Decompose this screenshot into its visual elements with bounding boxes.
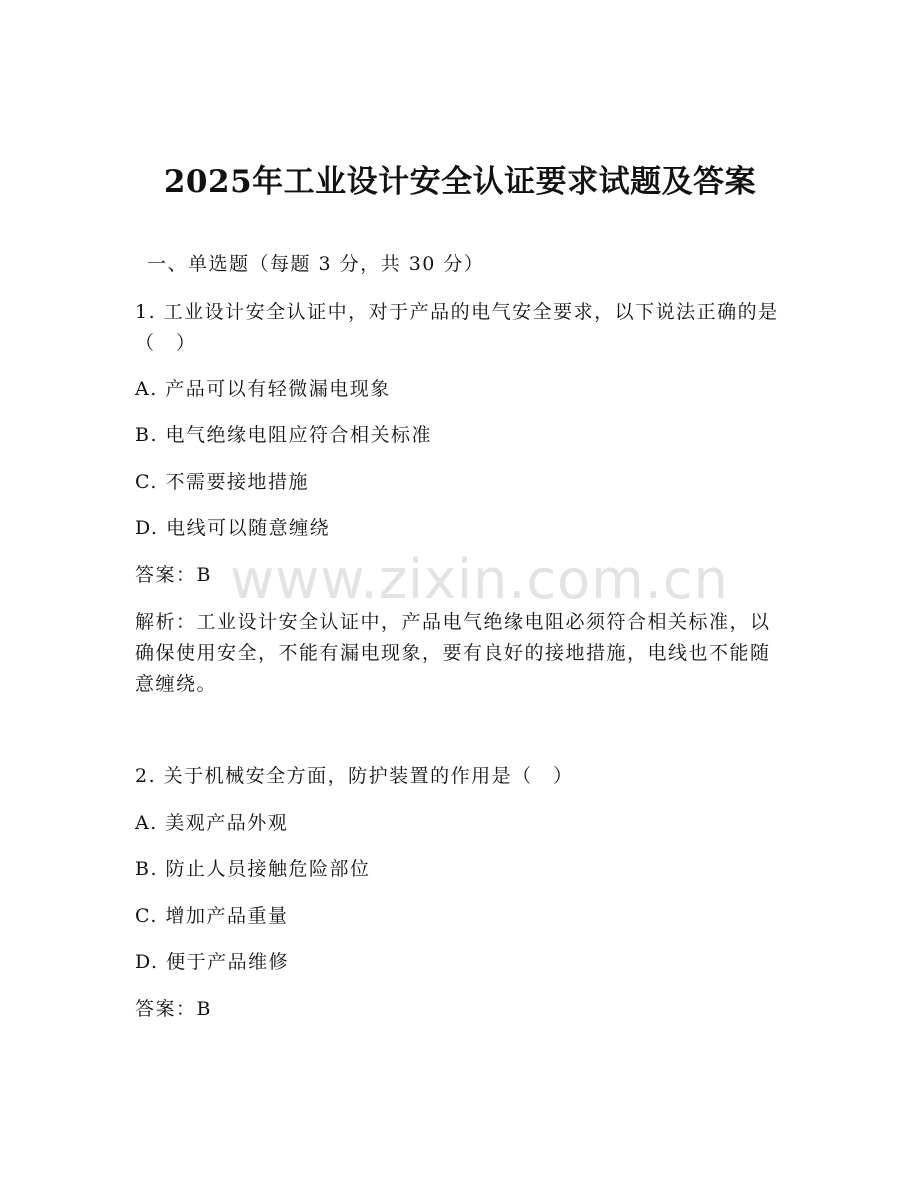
watermark: www.zixin.com.cn bbox=[230, 548, 729, 611]
question-2-option-c: C. 增加产品重量 bbox=[135, 905, 289, 927]
question-1-option-d: D. 电线可以随意缠绕 bbox=[135, 517, 331, 539]
question-2-option-d: D. 便于产品维修 bbox=[135, 951, 290, 973]
section-heading: 一、单选题（每题 3 分，共 30 分） bbox=[147, 253, 485, 275]
page-title: 2025年工业设计安全认证要求试题及答案 bbox=[163, 164, 757, 200]
question-1-answer: 答案：B bbox=[135, 564, 212, 586]
question-2-option-b: B. 防止人员接触危险部位 bbox=[135, 858, 371, 880]
question-2-answer: 答案：B bbox=[135, 998, 212, 1020]
question-1-option-a: A. 产品可以有轻微漏电现象 bbox=[135, 378, 391, 400]
question-1-option-b: B. 电气绝缘电阻应符合相关标准 bbox=[135, 424, 433, 446]
question-1-stem: 1. 工业设计安全认证中，对于产品的电气安全要求，以下说法正确的是（ ） bbox=[135, 301, 779, 354]
question-1-analysis: 解析：工业设计安全认证中，产品电气绝缘电阻必须符合相关标准，以确保使用安全，不能有漏电现象，要有良好的接地措施，电线也不能随意缠绕。 bbox=[135, 611, 771, 695]
question-2-stem: 2. 关于机械安全方面，防护装置的作用是（ ） bbox=[135, 765, 574, 787]
question-1-option-c: C. 不需要接地措施 bbox=[135, 471, 309, 493]
question-2-option-a: A. 美观产品外观 bbox=[135, 812, 289, 834]
